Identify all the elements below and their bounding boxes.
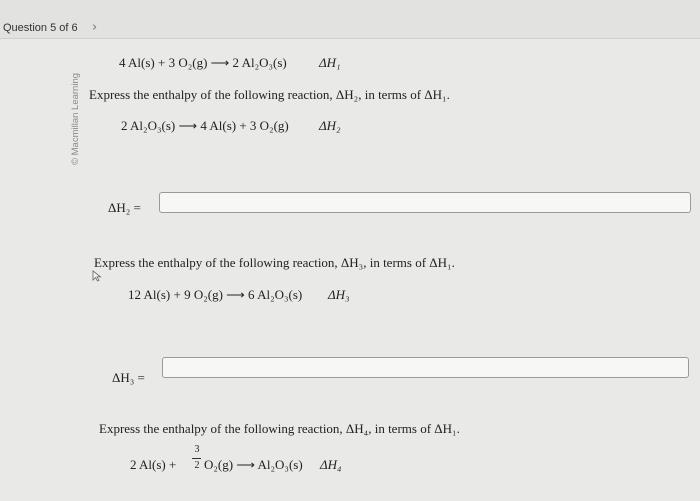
question-counter: Question 5 of 6 (3, 22, 78, 34)
chevron-right-icon[interactable]: › (92, 20, 98, 35)
answer-input-dh2[interactable] (159, 192, 691, 213)
part-2-equation: 2 Al₂O₃(s) ⟶ 4 Al(s) + 3 O₂(g) (121, 118, 289, 133)
part-2-answer-label: ΔH₂ = (108, 200, 141, 215)
fraction-denominator: 2 (194, 460, 200, 471)
question-nav-bar (0, 0, 700, 39)
fraction-bar (192, 458, 201, 459)
mouse-pointer-icon (92, 270, 104, 282)
part-3-equation: 12 Al(s) + 9 O₂(g) ⟶ 6 Al₂O₃(s) (128, 287, 303, 302)
given-equation: 4 Al(s) + 3 O₂(g) ⟶ 2 Al₂O₃(s) (119, 55, 287, 70)
part-4-prompt: Express the enthalpy of the following reaction, ΔH₄, in terms of ΔH₁. (99, 421, 460, 436)
part-4-equation-suffix: O₂(g) ⟶ Al₂O₃(s) (204, 457, 303, 472)
part-2-prompt: Express the enthalpy of the following reaction, ΔH₂, in terms of ΔH₁. (89, 87, 450, 102)
given-enthalpy: ΔH₁ (319, 55, 341, 70)
part-3-enthalpy: ΔH₃ (328, 287, 350, 302)
part-4-equation-prefix: 2 Al(s) + (130, 457, 177, 472)
answer-input-dh3[interactable] (162, 357, 689, 378)
copyright-watermark: © Macmillan Learning (70, 72, 81, 165)
fraction-numerator: 3 (194, 444, 200, 455)
part-3-prompt: Express the enthalpy of the following reaction, ΔH₃, in terms of ΔH₁. (94, 255, 455, 270)
part-2-enthalpy: ΔH₂ (319, 118, 341, 133)
part-3-answer-label: ΔH₃ = (112, 370, 145, 385)
part-4-enthalpy: ΔH₄ (320, 457, 342, 472)
